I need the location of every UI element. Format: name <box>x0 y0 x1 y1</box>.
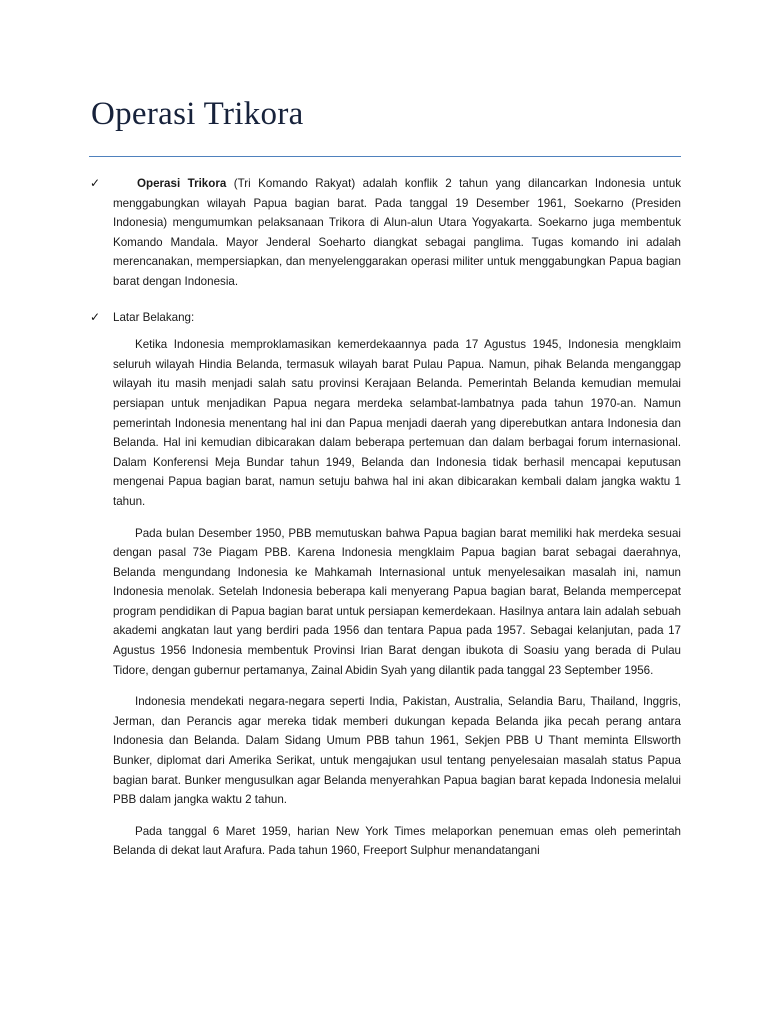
body-paragraph: Ketika Indonesia memproklamasikan kemerdekaannya pada 17 Agustus 1945, Indonesia mengklaim seluruh wilayah Hindia Belanda, termasuk wilayah barat Pulau Papua. Namun, pihak Belanda menganggap wilayah itu masih menjadi salah satu provinsi Kerajaan Belanda. Pemerintah Belanda kemudian memulai persiapan untuk menjadikan Papua negara merdeka selambat-lambatnya pada tahun 1970-an. Namun pemerintah Indonesia menentang hal ini dan Papua menjadi daerah yang diperebutkan antara Indonesia dan Belanda. Hal ini kemudian dibicarakan dalam beberapa pertemuan dan dalam berbagai forum internasional. Dalam Konferensi Meja Bundar tahun 1949, Belanda dan Indonesia tidak berhasil mencapai keputusan mengenai Papua bagian barat, namun setuju bahwa hal ini akan dibicarakan kembali dalam jangka waktu 1 tahun. <box>113 338 681 508</box>
title-divider <box>89 156 681 157</box>
section-heading-bullet <box>89 308 681 328</box>
intro-bullet <box>89 174 681 292</box>
document-body <box>89 174 681 873</box>
check-icon: ✓ <box>90 309 101 324</box>
check-icon: ✓ <box>90 176 101 190</box>
section-heading: Latar Belakang: <box>113 310 195 324</box>
intro-text: (Tri Komando Rakyat) adalah konflik 2 tahun yang dilancarkan Indonesia untuk menggabungkan wilayah Papua bagian barat. Pada tanggal 19 Desember 1961, Soekarno (Presiden Indonesia) mengumumkan pelaksanaan Trikora di Alun-alun Utara Yogyakarta. Soekarno juga membentuk Komando Mandala. Mayor Jenderal Soeharto diangkat sebagai panglima. Tugas komando ini adalah merencanakan, mempersiapkan, dan menyelenggarakan operasi militer untuk menggabungkan Papua bagian barat dengan Indonesia. <box>113 177 682 288</box>
body-paragraph: Pada bulan Desember 1950, PBB memutuskan bahwa Papua bagian barat memiliki hak merdeka sesuai dengan pasal 73e Piagam PBB. Karena Indonesia mengklaim Papua bagian barat sebagai daerahnya, Belanda mengundang Indonesia ke Mahkamah Internasional untuk menyelesaikan masalah ini, namun Indonesia menolak. Setelah Indonesia beberapa kali menyerang Papua bagian barat, Belanda mempercepat program pendidikan di Papua bagian barat untuk persiapan kemerdekaan. Hasilnya antara lain adalah sebuah akademi angkatan laut yang berdiri pada 1956 dan tentara Papua pada 1957. Sebagai kelanjutan, pada 17 Agustus 1956 Indonesia membentuk Provinsi Irian Barat dengan ibukota di Soasiu yang berada di Pulau Tidore, dengan gubernur pertamanya, Zainal Abidin Syah yang dilantik pada tanggal 23 September 1956. <box>113 526 681 677</box>
body-paragraph: Indonesia mendekati negara-negara seperti India, Pakistan, Australia, Selandia Baru, Thailand, Inggris, Jerman, dan Perancis agar mereka tidak memberi dukungan kepada Belanda jika pecah perang antara Indonesia dan Belanda. Dalam Sidang Umum PBB tahun 1961, Sekjen PBB U Thant meminta Ellsworth Bunker, diplomat dari Amerika Serikat, untuk mengajukan usul tentang penyelesaian masalah status Papua bagian barat. Bunker mengusulkan agar Belanda menyerahkan Papua bagian barat kepada Indonesia melalui PBB dalam jangka waktu 2 tahun. <box>113 695 681 807</box>
page-title: Operasi Trikora <box>91 96 304 132</box>
body-paragraph: Pada tanggal 6 Maret 1959, harian New York Times melaporkan penemuan emas oleh pemerintah Belanda di dekat laut Arafura. Pada tahun 1960, Freeport Sulphur menandatangani <box>113 824 681 858</box>
intro-bold-lead: Operasi Trikora <box>137 177 227 190</box>
